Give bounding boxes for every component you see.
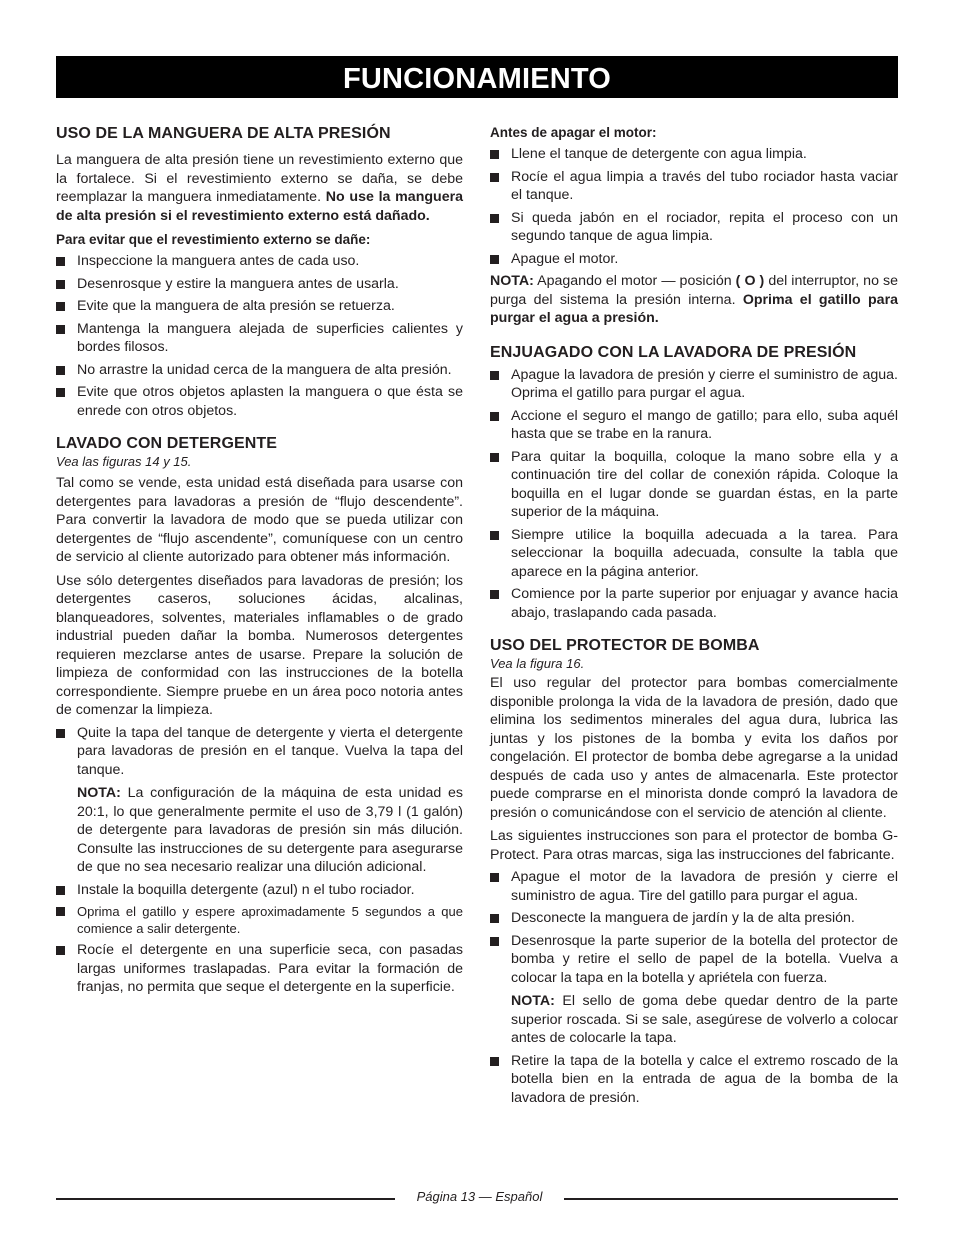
list-item — [56, 941, 463, 997]
page-footer: Página 13 — Español — [416, 1189, 543, 1204]
stop-list — [490, 145, 898, 268]
note-text: El sello de goma debe quedar dentro de la parte superior roscada. Si se sale, asegúrese de volverlo a colocar antes de colocarle la tapa. — [511, 993, 898, 1046]
detergent-section — [56, 434, 463, 997]
note-bold: Oprima el gatillo para purgar el agua a presión. — [490, 291, 898, 326]
note-position: ( O ) — [735, 273, 765, 289]
square-bullet-icon — [56, 886, 65, 895]
list-item-text: Mantenga la manguera alejada de superficies calientes y bordes filosos. — [77, 320, 463, 355]
detergent-paragraph-1: Tal como se vende, esta unidad está diseñada para usarse con detergentes para lavadoras a presión de “flujo descendente”. Para convertir la lavadora de modo que se pueda utilizar con detergentes de “flujo ascendente”, comuníquese con un centro de servicio al cliente autorizado para obtener más información. — [56, 475, 463, 565]
square-bullet-icon — [490, 531, 499, 540]
list-item — [490, 932, 898, 1048]
page-title: FUNCIONAMIENTO — [342, 63, 612, 95]
list-item — [56, 252, 463, 271]
list-item — [56, 383, 463, 420]
square-bullet-icon — [490, 914, 499, 923]
left-column — [56, 120, 463, 997]
list-item — [490, 585, 898, 622]
list-item — [490, 448, 898, 522]
pump-heading: USO DEL PROTECTOR DE BOMBA — [490, 637, 760, 654]
list-item — [490, 1052, 898, 1108]
list-item — [56, 320, 463, 357]
stop-lead: Antes de apagar el motor: — [490, 125, 657, 140]
list-item-text: Apague la lavadora de presión y cierre el suministro de agua. Oprima el gatillo para purgar el agua. — [511, 366, 898, 401]
hose-para-text: La manguera de alta presión tiene un revestimiento externo que la fortalece. Si el revestimiento externo se daña, se debe reemplazar la manguera inmediatamente. — [56, 152, 463, 205]
list-item-text: Evite que otros objetos aplasten la manguera o que ésta se enrede con otros objetos. — [77, 384, 463, 419]
square-bullet-icon — [490, 937, 499, 946]
square-bullet-icon — [56, 388, 65, 397]
note-label: NOTA: — [511, 993, 555, 1009]
detergent-note — [77, 784, 463, 877]
square-bullet-icon — [56, 907, 65, 916]
list-item-text: Evite que la manguera de alta presión se retuerza. — [77, 298, 395, 314]
detergent-paragraph-2: Use sólo detergentes diseñados para lavadoras de presión; los detergentes caseros, soluciones ácidas, alcalinas, blanqueadores, solventes, materiales inflamables o de grado industrial pueden dañar la bomba. Numerosos detergentes requieren mezclarse antes de usarse. Prepare la solución de limpieza de conformidad con las instrucciones de la botella correspondiente. Siempre pruebe en un área poco notoria antes de comenzar la limpieza. — [56, 572, 463, 718]
square-bullet-icon — [56, 729, 65, 738]
list-item-text: Si queda jabón en el rociador, repita el proceso con un segundo tanque de agua limpia. — [511, 209, 898, 244]
list-item — [56, 297, 463, 316]
hose-list — [56, 252, 463, 420]
list-item-text: Instale la boquilla detergente (azul) n el tubo rociador. — [77, 881, 415, 898]
note-text: La configuración de la máquina de esta unidad es 20:1, lo que generalmente permite el uso de 3,79 l (1 galón) de detergente para lavadoras de presión sin más dilución. Consulte las instrucciones de su detergente para asegurarse de que no sea necesario realizar una dilución adicional. — [77, 785, 463, 875]
list-item — [490, 209, 898, 246]
list-item-text: Rocíe el detergente en una superficie seca, con pasadas largas uniformes traslapadas. Para evitar la formación de franjas, no permita que seque el detergente en la superficie. — [77, 942, 463, 995]
list-item — [490, 868, 898, 905]
list-item-text: Desenrosque y estire la manguera antes de usarla. — [77, 275, 399, 292]
detergent-list — [56, 724, 463, 997]
list-item-text: Rocíe el agua limpia a través del tubo rociador hasta vaciar el tanque. — [511, 168, 898, 203]
hose-heading: USO DE LA MANGUERA DE ALTA PRESIÓN — [56, 125, 391, 142]
list-item-text: Llene el tanque de detergente con agua limpia. — [511, 146, 807, 162]
footer-rule-right — [564, 1198, 898, 1200]
list-item-text: Comience por la parte superior por enjuagar y avance hacia abajo, traslapando cada pasada. — [511, 586, 898, 621]
right-column — [490, 120, 898, 1107]
hose-section — [56, 124, 463, 420]
footer-rule-left — [56, 1198, 395, 1200]
square-bullet-icon — [490, 173, 499, 182]
square-bullet-icon — [56, 325, 65, 334]
list-item — [490, 407, 898, 444]
list-item-text: Accione el seguro el mango de gatillo; para ello, suba aquél hasta que se trabe en la ranura. — [511, 407, 898, 442]
square-bullet-icon — [490, 214, 499, 223]
pump-paragraph-1: El uso regular del protector para bombas comercialmente disponible prolonga la vida de la lavadora de presión, dado que elimina los sedimentos minerales del agua dura, lubrica las juntas y los pistones de la bomba y evita los daños por congelación. El protector de bomba debe agregarse a la unidad después de cada uso y antes de almacenarla. Este protector puede comprarse en el minorista donde compró la lavadora de presión o comunicándose con el servicio de atención al cliente. — [490, 675, 898, 821]
square-bullet-icon — [490, 371, 499, 380]
list-item — [56, 275, 463, 294]
list-item-text: Para quitar la boquilla, coloque la mano sobre ella y a continuación tire del collar de conexión rápida. Coloque la boquilla en el lugar donde se guardan éstas, en la parte superior de la máquina. — [511, 448, 898, 520]
detergent-subtitle: Vea las figuras 14 y 15. — [56, 454, 192, 469]
list-item-text: Inspeccione la manguera antes de cada uso. — [77, 253, 360, 269]
square-bullet-icon — [490, 590, 499, 599]
list-item-text: Apague el motor de la lavadora de presión y cierre el suministro de agua. Tire del gatillo para purgar el agua. — [511, 869, 898, 904]
note-text-a: Apagando el motor — posición — [537, 273, 732, 289]
square-bullet-icon — [56, 302, 65, 311]
rinse-section — [490, 343, 898, 623]
square-bullet-icon — [490, 255, 499, 264]
square-bullet-icon — [490, 453, 499, 462]
list-item — [56, 361, 463, 380]
square-bullet-icon — [56, 257, 65, 266]
pump-section — [490, 636, 898, 1107]
list-item — [490, 250, 898, 269]
square-bullet-icon — [56, 366, 65, 375]
square-bullet-icon — [490, 150, 499, 159]
list-item-text: Desenrosque la parte superior de la botella del protector de bomba y retire el sello de papel de la botella. Vuelva a colocar la tapa en la botella y apriétela con fuerza. — [511, 932, 898, 986]
pump-note — [511, 992, 898, 1048]
list-item — [56, 903, 463, 937]
list-item — [490, 366, 898, 403]
square-bullet-icon — [490, 1057, 499, 1066]
stop-engine-section — [490, 124, 898, 328]
note-label: NOTA: — [77, 785, 121, 801]
stop-note — [490, 272, 898, 328]
list-item — [490, 145, 898, 164]
square-bullet-icon — [490, 873, 499, 882]
note-text-b: del interruptor, no se purga del sistema la presión interna. — [490, 273, 898, 308]
rinse-heading: ENJUAGADO CON LA LAVADORA DE PRESIÓN — [490, 343, 857, 361]
list-item — [56, 881, 463, 900]
list-item-text: Siempre utilice la boquilla adecuada a la tarea. Para seleccionar la boquilla adecuada, consulte la tabla que aparece en la página anterior. — [511, 526, 898, 580]
rinse-list — [490, 366, 898, 623]
pump-subtitle: Vea la figura 16. — [490, 656, 585, 671]
list-item — [56, 724, 463, 877]
list-item-text: Oprima el gatillo y espere aproximadamente 5 segundos a que comience a salir detergente. — [77, 904, 463, 936]
detergent-heading: LAVADO CON DETERGENTE — [56, 435, 278, 452]
list-item-text: No arrastre la unidad cerca de la manguera de alta presión. — [77, 361, 452, 378]
list-item — [490, 909, 898, 928]
list-item — [490, 168, 898, 205]
hose-lead: Para evitar que el revestimiento externo se dañe: — [56, 232, 371, 247]
list-item-text: Apague el motor. — [511, 250, 619, 267]
section-banner — [56, 56, 898, 98]
square-bullet-icon — [490, 412, 499, 421]
list-item-text: Quite la tapa del tanque de detergente y vierta el detergente para lavadoras de presión en el tanque. Vuelva la tapa del tanque. — [77, 724, 463, 778]
square-bullet-icon — [56, 946, 65, 955]
square-bullet-icon — [56, 280, 65, 289]
note-label: NOTA: — [490, 273, 534, 289]
list-item-text: Retire la tapa de la botella y calce el extremo roscado de la botella bien en la entrada de agua de la bomba de la lavadora de presión. — [511, 1052, 898, 1106]
list-item — [490, 526, 898, 582]
pump-list — [490, 868, 898, 1107]
list-item-text: Desconecte la manguera de jardín y la de alta presión. — [511, 910, 855, 926]
hose-para-bold: No use la manguera de alta presión si el revestimiento externo está dañado. — [56, 189, 463, 224]
hose-paragraph — [56, 151, 463, 225]
pump-paragraph-2: Las siguientes instrucciones son para el protector de bomba G-Protect. Para otras marcas, siga las instrucciones del fabricante. — [490, 828, 898, 863]
